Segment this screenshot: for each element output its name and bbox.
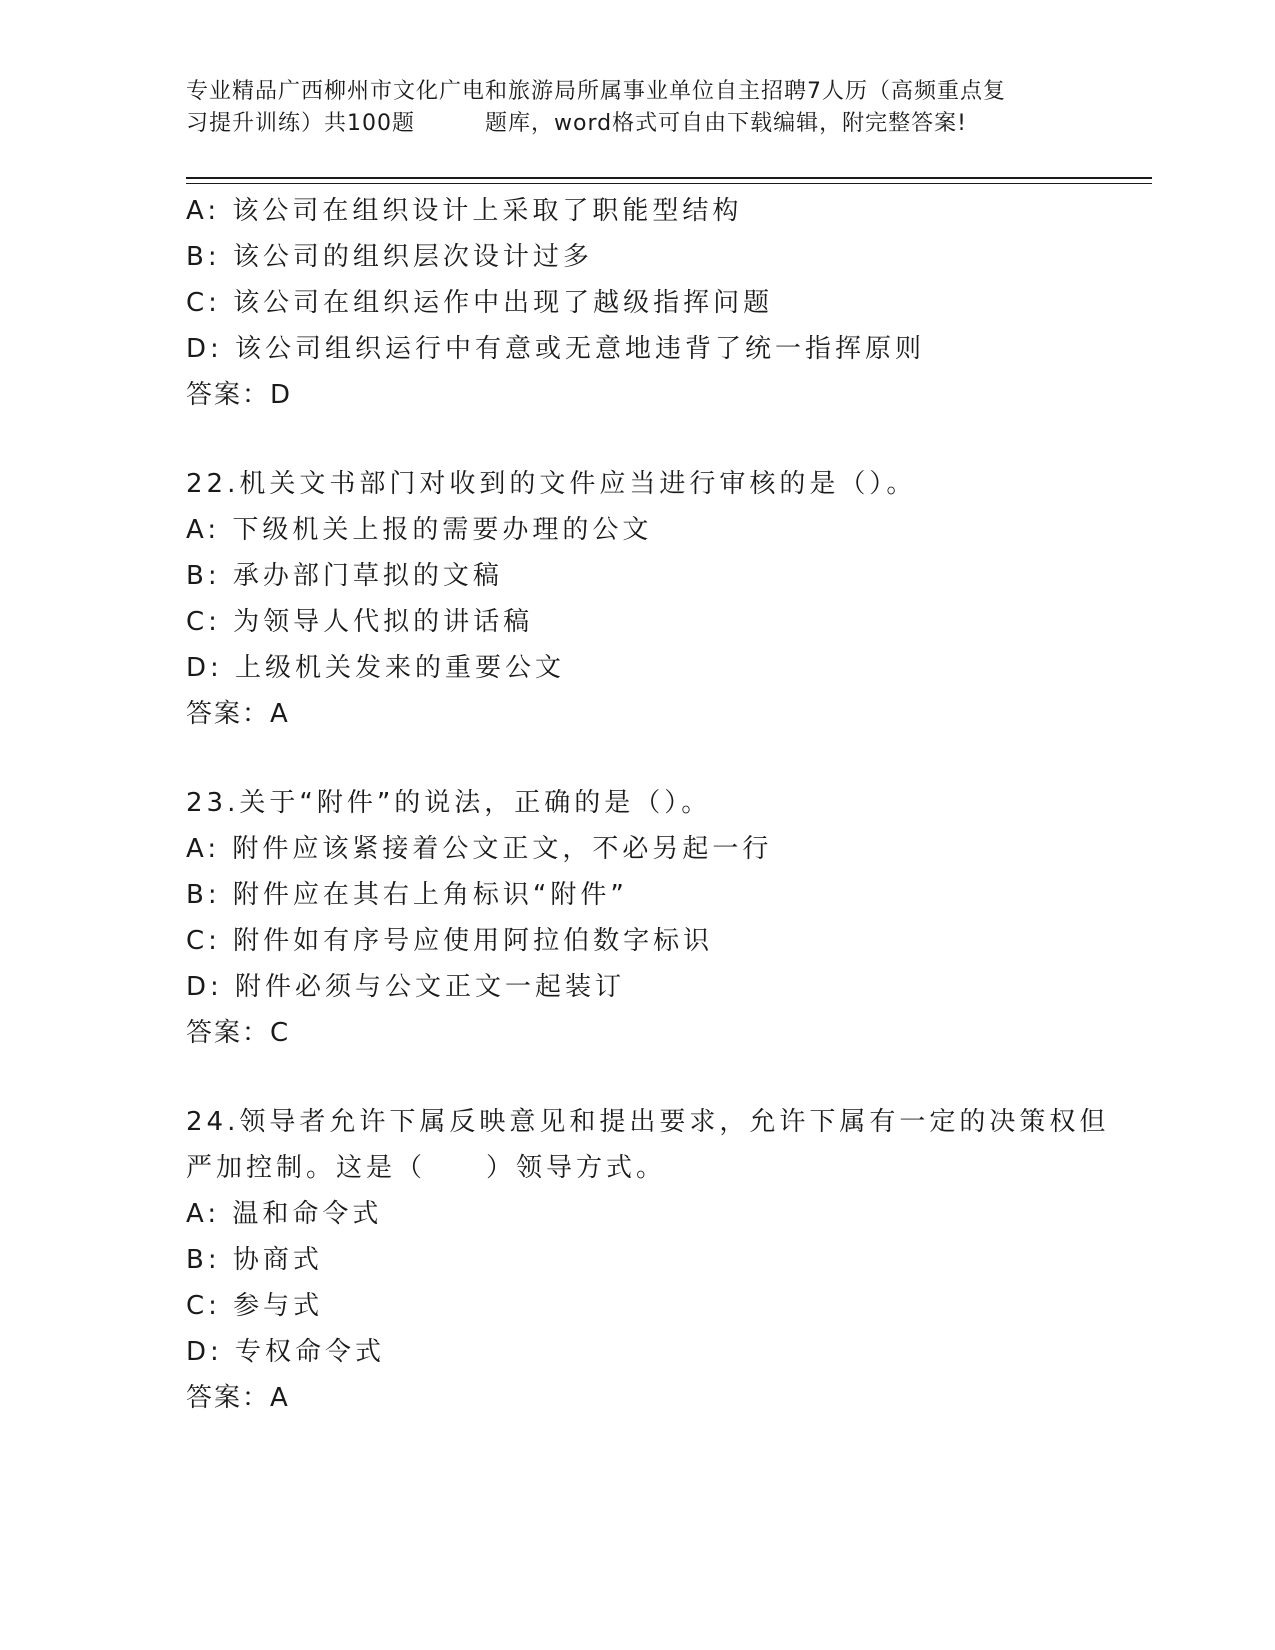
header-divider-thick — [186, 177, 1152, 179]
option-d: D: 专权命令式 — [186, 1337, 386, 1367]
header-title-line-2-part-2: 题库，word格式可自由下载编辑，附完整答案! — [485, 111, 967, 136]
option-b: B: 附件应在其右上角标识“附件” — [186, 880, 628, 910]
answer: 答案：C — [186, 1018, 291, 1048]
option-c: C: 参与式 — [186, 1291, 324, 1321]
question-list — [186, 188, 1152, 1421]
option-c: C: 附件如有序号应使用阿拉伯数字标识 — [186, 926, 714, 956]
option-d: D: 该公司组织运行中有意或无意地违背了统一指挥原则 — [186, 334, 926, 364]
question-24 — [186, 1099, 1152, 1421]
option-b: B: 承办部门草拟的文稿 — [186, 561, 503, 591]
header-title-line-2 — [186, 108, 1086, 140]
option-a: A: 该公司在组织设计上采取了职能型结构 — [186, 196, 743, 226]
answer: 答案：D — [186, 380, 293, 410]
option-d: D: 附件必须与公文正文一起装订 — [186, 972, 626, 1002]
answer: 答案：A — [186, 1383, 290, 1413]
question-stem: 22.机关文书部门对收到的文件应当进行审核的是（）。 — [186, 469, 917, 499]
header-title-line-1: 专业精品广西柳州市文化广电和旅游局所属事业单位自主招聘7人历（高频重点复 — [186, 79, 1006, 104]
header-divider-thin — [186, 183, 1152, 184]
option-d: D: 上级机关发来的重要公文 — [186, 653, 566, 683]
option-a: A: 温和命令式 — [186, 1199, 383, 1229]
question-stem-line-2: 严加控制。这是（ ）领导方式。 — [186, 1153, 667, 1183]
answer: 答案：A — [186, 699, 290, 729]
question-22 — [186, 461, 1152, 737]
question-23 — [186, 780, 1152, 1056]
option-b: B: 协商式 — [186, 1245, 323, 1275]
option-b: B: 该公司的组织层次设计过多 — [186, 242, 593, 272]
option-a: A: 下级机关上报的需要办理的公文 — [186, 515, 653, 545]
question-stem: 23.关于“附件”的说法，正确的是（）。 — [186, 788, 712, 818]
question-stem-line-1: 24.领导者允许下属反映意见和提出要求，允许下属有一定的决策权但 — [186, 1107, 1110, 1137]
option-c: C: 该公司在组织运作中出现了越级指挥问题 — [186, 288, 774, 318]
question-21 — [186, 188, 1152, 418]
option-c: C: 为领导人代拟的讲话稿 — [186, 607, 534, 637]
option-a: A: 附件应该紧接着公文正文，不必另起一行 — [186, 834, 773, 864]
header-title-line-2-part-1: 习提升训练）共100题 — [186, 111, 415, 136]
page-header — [186, 76, 1086, 140]
